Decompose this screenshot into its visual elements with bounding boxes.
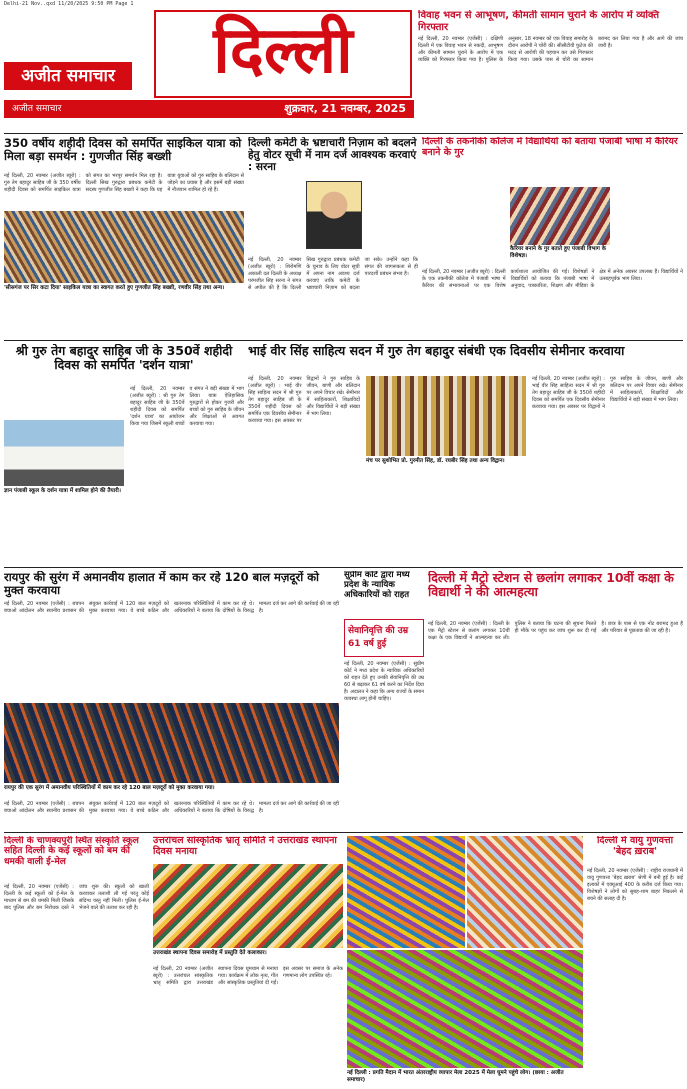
story-darshan-yatra [4,344,244,564]
story-college-punjabi [422,137,683,337]
headline: दिल्ली के चाणक्यपुरी स्थित संस्कृति स्कूल सहित दिल्ली के कई स्कूलों को बम की धमकी वाली ई-मेल [4,836,139,867]
divider [4,340,683,341]
photo-caption: उत्तराखंड स्थापना दिवस समारोह में प्रस्तुति देते कलाकार। [153,950,343,957]
photo-caption: ज्ञान पंजाबी स्कूल के दर्शन यात्रा में शामिल होने की तैयारी। [4,488,124,495]
story-body: नई दिल्ली, 20 नवम्बर (एजेंसी) : सुप्रीम कोर्ट ने मध्य प्रदेश के न्यायिक अधिकारियों को राहत देते हुए उनकी सेवानिवृत्ति की उम्र 60 से बढ़ाकर 61 वर्ष करने का निर्देश दिया है। अदालत ने कहा कि अन्य राज्यों के समान व्यवस्था लागू होनी चाहिए। [344,661,424,702]
headline: भाई वीर सिंह साहित्य सदन में गुरु तेग बहादुर संबंधी एक दिवसीय सेमीनार करवाया [248,344,625,358]
photo-caption: मंच पर सुशोभित प्रो. गुरमीत सिंह, डॉ. रघबीर सिंह तथा अन्य विद्वान। [366,458,526,465]
story-body: नई दिल्ली, 20 नवम्बर (अजीत ब्यूरो) : दिल्ली के एक तकनीकी कॉलेज में पंजाबी भाषा में कैरियर की संभावनाओं पर एक विशेष कार्यशाला आयोजित की गई। विशेषज्ञों ने विद्यार्थियों को बताया कि पंजाबी भाषा में अनुवाद, पत्रकारिता, शिक्षण और मीडिया के क्षेत्र में अनेक अवसर उपलब्ध हैं। विद्यार्थियों ने उत्साहपूर्वक भाग लिया। [422,269,683,289]
story-wedding-theft [418,10,683,130]
headline: सुप्रीम कोर्ट द्वारा मध्य प्रदेश के न्यायिक अधिकारियों को राहत [344,571,410,600]
photo-cycle-yatra [4,211,244,283]
headline: दिल्ली में मैट्रो स्टेशन से छलांग लगाकर 10वीं कक्षा के विद्यार्थी ने की आत्महत्या [428,571,674,600]
story-body: नई दिल्ली, 20 नवम्बर (एजेंसी) : राष्ट्रीय राजधानी में वायु गुणवत्ता 'बेहद ख़राब' श्रेणी में बनी हुई है। कई इलाकों में एक्यूआई 400 के करीब दर्ज किया गया। विशेषज्ञों ने लोगों को सुबह-शाम बाहर निकलने से बचने की सलाह दी है। [587,868,683,902]
story-body: नई दिल्ली, 20 नवम्बर (अजीत ब्यूरो) : उत्तरांचल सांस्कृतिक भ्रातृ समिति द्वारा उत्तराखंड स्थापना दिवस धूमधाम से मनाया गया। कार्यक्रम में लोक नृत्य, गीत और सांस्कृतिक प्रस्तुतियां दी गईं। इस अवसर पर समाज के अनेक गणमान्य लोग उपस्थित रहे। [153,966,343,986]
story-supreme-court [344,571,424,829]
photo-caption: रायपुर की एक सुरंग में अमानवीय परिस्थितियों में काम कर रहे 120 बाल मज़दूरों को मुक्त करवाया गया। [4,785,339,792]
divider [4,567,683,568]
city-nameplate [154,10,412,98]
headline: दिल्ली में वायु गुणवत्ता 'बेहद ख़राब' [596,836,674,857]
story-seminar [248,344,683,564]
photo-fair-2 [467,836,583,948]
story-metro-suicide [428,571,683,829]
paper-name: अजीत समाचार [4,62,132,90]
headline: विवाह भवन से आभूषण, कीमती सामान चुराने के आरोप में व्यक्ति गिरफ्तार [418,10,660,33]
story-body-left: नई दिल्ली, 20 नवम्बर (अजीत ब्यूरो) : भाई वीर सिंह साहित्य सदन में श्री गुरु तेग बहादुर साहिब जी के 350वें शहीदी दिवस को समर्पित एक दिवसीय सेमीनार करवाया गया। इस अवसर पर विद्वानों ने गुरु साहिब के जीवन, बाणी और बलिदान पर अपने विचार रखे। सेमीनार में साहित्यकारों, शिक्षाविदों और विद्यार्थियों ने बड़ी संख्या में भाग लिया। [248,376,360,424]
story-cycle-yatra [4,137,244,337]
headline: दिल्ली के तकनीकी कॉलेज में विद्यार्थियों को बताया पंजाबी भाषा में कैरियर बनाने के गुर [422,137,678,158]
story-body: नई दिल्ली, 20 नवम्बर (एजेंसी) : दक्षिणी दिल्ली में एक विवाह भवन से नकदी, आभूषण और कीमती सामान चुराने के आरोप में एक व्यक्ति को गिरफ्तार किया गया है। पुलिस के अनुसार, 18 नवम्बर को एक विवाह समारोह के दौरान आरोपी ने चोरी की। सीसीटीवी फुटेज की मदद से आरोपी की पहचान कर उसे गिरफ्तार किया गया। उसके पास से चोरी का सामान बरामद कर लिया गया है और आगे की जांच जारी है। [418,36,683,63]
story-body: नई दिल्ली, 20 नवम्बर (अजीत ब्यूरो) : गुरु तेग बहादुर साहिब जी के 350 वर्षीय शहीदी दिवस को समर्पित साइकिल यात्रा को संगत का भरपूर समर्थन मिल रहा है। दिल्ली सिख गुरुद्वारा प्रबंधक कमेटी के सदस्य गुणजीत सिंह बख्शी ने कहा कि यह यात्रा युवाओं को गुरु साहिब के बलिदान से जोड़ने का प्रयास है और इसमें बड़ी संख्या में नौजवान शामिल हो रहे हैं। [4,173,244,193]
story-body: नई दिल्ली, 20 नवम्बर (अजीत ब्यूरो) : श्री गुरु तेग बहादुर साहिब जी के 350वें शहीदी दिवस को समर्पित 'दर्शन यात्रा' का आयोजन किया गया जिसमें स्कूली बच्चों व संगत ने बड़ी संख्या में भाग लिया। यात्रा ऐतिहासिक गुरुद्वारों से होकर गुजरी और बच्चों को गुरु साहिब के जीवन और शिक्षाओं से अवगत करवाया गया। [130,386,244,427]
print-slug: Delhi-21 Nov..qxd 11/20/2025 9:50 PM Page 1 [4,1,134,7]
headline: 350 वर्षीय शहीदी दिवस को समर्पित साइकिल यात्रा को मिला बड़ा समर्थन : गुणजीत सिंह बख्शी [4,137,242,164]
photo-cultural-program [153,864,343,948]
story-body: नई दिल्ली, 20 नवम्बर (अजीत ब्यूरो) : शिरोमणि अकाली दल दिल्ली के अध्यक्ष परमजीत सिंह सरना ने संगत से अपील की है कि दिल्ली सिख गुरुद्वारा प्रबंधक कमेटी के चुनाव के लिए वोटर सूची में अपना नाम अवश्य दर्ज करवाएं ताकि कमेटी के भ्रष्टाचारी निज़ाम को बदला जा सके। उन्होंने कहा कि संगत की जागरूकता से ही पारदर्शी प्रबंधन संभव है। [248,257,418,291]
issue-date: शुक्रवार, 21 नवम्बर, 2025 [284,102,406,115]
divider [4,832,683,833]
portrait-sarna [306,181,362,249]
highlight-box: सेवानिवृत्ति की उम्र 61 वर्ष हुई [344,619,424,657]
photo-caption: कैरियर बनाने के गुर बताते हुए पंजाबी विभाग के विशेषज्ञ। [510,246,610,260]
story-body: नई दिल्ली, 20 नवम्बर (एजेंसी) : दिल्ली के कई स्कूलों को ई-मेल के माध्यम से बम की धमकी मिली जिसके बाद पुलिस और बम निरोधक दस्ते ने जांच शुरू की। स्कूलों को खाली करवाकर तलाशी ली गई परंतु कोई संदिग्ध वस्तु नहीं मिली। पुलिस ई-मेल भेजने वाले की तलाश कर रही है। [4,884,149,911]
photo-seminar-stage [366,376,526,456]
masthead [4,10,414,120]
divider [4,133,683,134]
story-bomb-threat [4,836,149,1085]
story-body: नई दिल्ली, 20 नवम्बर (एजेंसी) : बचपन बचाओ आंदोलन और स्थानीय प्रशासन की संयुक्त कार्रवाई में 120 बाल मज़दूरों को मुक्त करवाया गया। ये बच्चे कठिन और खतरनाक परिस्थितियों में काम कर रहे थे। अधिकारियों ने बताया कि दोषियों के विरुद्ध मामला दर्ज कर आगे की कार्रवाई की जा रही है। [4,601,339,614]
photo-darshan-bus [4,420,124,486]
photo-rescued-children [4,703,339,783]
story-child-labour [4,571,339,829]
headline: उत्तरांचल सांस्कृतिक भ्रातृ समिति ने उत्तराखंड स्थापना दिवस मनाया [153,836,337,857]
dateline-bar [4,100,414,118]
photo-caption: नई दिल्ली : प्रगति मैदान में भारत अंतरराष्ट्रीय व्यापार मेला 2025 में मेला घूमने पहुंचे लोग। (छाया : अजीत समाचार) [347,1070,583,1084]
headline: रायपुर की सुरंग में अमानवीय हालात में काम कर रहे 120 बाल मज़दूरों को मुक्त करवाया [4,571,320,598]
photo-college-event [510,187,610,245]
trade-fair-photo-feature [347,836,583,1085]
story-uttarakhand-day [153,836,343,1085]
small-paper-name: अजीत समाचार [12,104,62,114]
city-title: दिल्ली [213,14,353,88]
photo-caption: 'सीसगंज पर सिर कटा दिया' साइकिल यात्रा का स्वागत करते हुए गुणजीत सिंह बख्शी, रणवीर सिंह तथा अन्य। [4,285,244,292]
headline: श्री गुरु तेग बहादुर साहिब जी के 350वें शहीदी दिवस को समर्पित 'दर्शन यात्रा' [15,344,233,373]
story-voter-list [248,137,418,337]
story-air-quality [587,836,683,1085]
photo-fair-3 [347,950,583,1068]
story-body-right: नई दिल्ली, 20 नवम्बर (अजीत ब्यूरो) : भाई वीर सिंह साहित्य सदन में श्री गुरु तेग बहादुर साहिब जी के 350वें शहीदी दिवस को समर्पित एक दिवसीय सेमीनार करवाया गया। इस अवसर पर विद्वानों ने गुरु साहिब के जीवन, बाणी और बलिदान पर अपने विचार रखे। सेमीनार में साहित्यकारों, शिक्षाविदों और विद्यार्थियों ने बड़ी संख्या में भाग लिया। [532,376,683,410]
headline: दिल्ली कमेटी के भ्रष्टाचारी निज़ाम को बदलने हेतु वोटर सूची में नाम दर्ज आवश्यक करवाएं : सरना [248,137,417,174]
photo-fair-1 [347,836,465,948]
story-body-cont: नई दिल्ली, 20 नवम्बर (एजेंसी) : बचपन बचाओ आंदोलन और स्थानीय प्रशासन की संयुक्त कार्रवाई में 120 बाल मज़दूरों को मुक्त करवाया गया। ये बच्चे कठिन और खतरनाक परिस्थितियों में काम कर रहे थे। अधिकारियों ने बताया कि दोषियों के विरुद्ध मामला दर्ज कर आगे की कार्रवाई की जा रही है। [4,801,339,814]
story-body: नई दिल्ली, 20 नवम्बर (एजेंसी) : दिल्ली के एक मैट्रो स्टेशन से छलांग लगाकर 10वीं कक्षा के एक विद्यार्थी ने आत्महत्या कर ली। पुलिस ने बताया कि घटना की सूचना मिलते ही मौके पर पहुंच कर जांच शुरू कर दी गई है। छात्र के पास से एक नोट बरामद हुआ है और परिवार से पूछताछ की जा रही है। [428,621,683,641]
